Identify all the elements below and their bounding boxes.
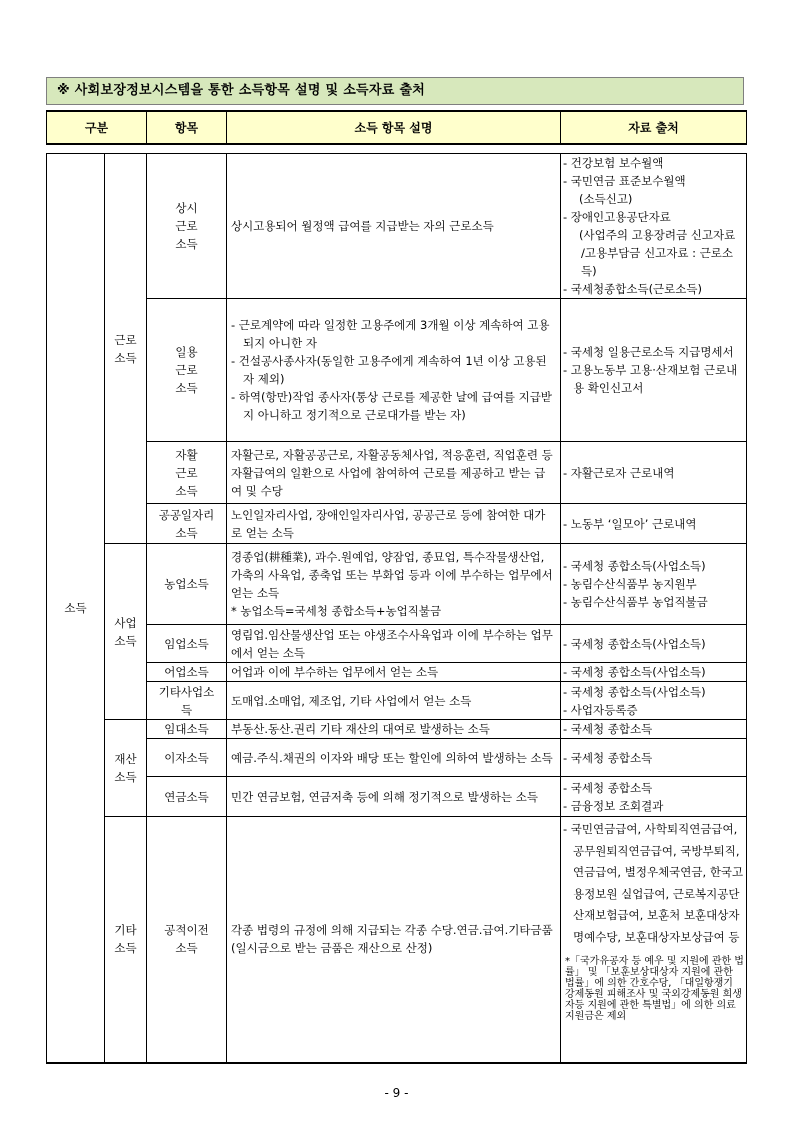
- item-forest: 임업소득: [147, 625, 227, 663]
- category-property: 재산 소득: [105, 720, 147, 817]
- desc-public-transfer: 각종 법령의 규정에 의해 지급되는 각종 수당.연금.급여.기타금품(일시금으로 받는 금품은 재산으로 산정): [227, 817, 561, 1063]
- source-fish: - 국세청 종합소득(사업소득): [561, 663, 747, 682]
- table-row: [47, 682, 747, 720]
- source-forest: - 국세청 종합소득(사업소득): [561, 625, 747, 663]
- item-fish: 어업소득: [147, 663, 227, 682]
- table-row: [47, 817, 747, 1063]
- desc-regular: 상시고용되어 월정액 급여를 지급받는 자의 근로소득: [227, 154, 561, 299]
- table-row: [47, 154, 747, 299]
- category-income: 소득: [47, 154, 105, 1063]
- item-rent: 임대소득: [147, 720, 227, 739]
- header-desc: 소득 항목 설명: [227, 111, 561, 144]
- table-row: [47, 777, 747, 817]
- desc-fish: 어업과 이에 부수하는 업무에서 얻는 소득: [227, 663, 561, 682]
- category-business: 사업 소득: [105, 544, 147, 720]
- desc-interest: 예금.주식.채권의 이자와 배당 또는 할인에 의하여 발생하는 소득: [227, 739, 561, 777]
- source-regular: - 건강보험 보수월액 - 국민연금 표준보수월액 (소득신고) - 장애인고용공단자료 (사업주의 고용장려금 신고자료 /고용부담금 신고자료 : 근로소득) - 국세청종합소득(근로소득): [561, 154, 747, 299]
- item-pension: 연금소득: [147, 777, 227, 817]
- source-daily: - 국세청 일용근로소득 지급명세서 - 고용노동부 고용·산재보험 근로내용 확인신고서: [561, 299, 747, 442]
- table-row: [47, 442, 747, 504]
- desc-farm: 경종업(耕種業), 과수.원예업, 양잠업, 종묘업, 특수작물생산업, 가축의 사육업, 종축업 또는 부화업 등과 이에 부수하는 업무에서 얻는 소득 * 농업소득=국세청 종합소득+농업직불금: [227, 544, 561, 625]
- item-interest: 이자소득: [147, 739, 227, 777]
- source-public-jobs: - 노동부 ‘일모아’ 근로내역: [561, 504, 747, 544]
- desc-daily: - 근로계약에 따라 일정한 고용주에게 3개월 이상 계속하여 고용되지 아니한 자 - 건설공사종사자(동일한 고용주에게 계속하여 1년 이상 고용된 자 제외) - 하역(항만)작업 종사자(통상 근로를 제공한 날에 급여를 지급받지 아니하고 정기적으로 근로대가를 받는 자): [227, 299, 561, 442]
- desc-forest: 영림업.임산물생산업 또는 야생조수사육업과 이에 부수하는 업무에서 얻는 소득: [227, 625, 561, 663]
- item-public-transfer: 공적이전 소득: [147, 817, 227, 1063]
- table-row: [47, 739, 747, 777]
- table-row: [47, 720, 747, 739]
- income-table: [46, 153, 747, 1064]
- source-other-business: - 국세청 종합소득(사업소득) - 사업자등록증: [561, 682, 747, 720]
- item-selfsupport: 자활 근로 소득: [147, 442, 227, 504]
- table-row: [47, 504, 747, 544]
- source-interest: - 국세청 종합소득: [561, 739, 747, 777]
- desc-public-jobs: 노인일자리사업, 장애인일자리사업, 공공근로 등에 참여한 대가로 얻는 소득: [227, 504, 561, 544]
- category-earned: 근로 소득: [105, 154, 147, 544]
- table-header: [46, 110, 747, 145]
- table-row: [47, 299, 747, 442]
- item-regular: 상시 근로 소득: [147, 154, 227, 299]
- desc-pension: 민간 연금보험, 연금저축 등에 의해 정기적으로 발생하는 소득: [227, 777, 561, 817]
- header-category: 구분: [47, 111, 147, 144]
- table-row: [47, 544, 747, 625]
- table-row: [47, 663, 747, 682]
- header-item: 항목: [147, 111, 227, 144]
- section-title: ※ 사회보장정보시스템을 통한 소득항목 설명 및 소득자료 출처: [46, 77, 744, 105]
- item-other-business: 기타사업소 득: [147, 682, 227, 720]
- source-farm: - 국세청 종합소득(사업소득) - 농림수산식품부 농지원부 - 농림수산식품부 농업직불금: [561, 544, 747, 625]
- source-pension: - 국세청 종합소득 - 금융정보 조회결과: [561, 777, 747, 817]
- category-transfer: 기타 소득: [105, 817, 147, 1063]
- source-note: *「국가유공자 등 예우 및 지원에 관한 법률」 및 「보훈보상대상자 지원에 관한 법률」에 의한 간호수당, 「대일항쟁기 강제동원 피해조사 및 국외강제동원 희생자등 지원에 관한 특별법」에 의한 의료지원금은 제외: [565, 956, 744, 1022]
- page-number: - 9 -: [384, 1086, 409, 1100]
- item-public-jobs: 공공일자리 소득: [147, 504, 227, 544]
- source-rent: - 국세청 종합소득: [561, 720, 747, 739]
- table-row: [47, 625, 747, 663]
- source-public-transfer: - 국민연금급여, 사학퇴직연금급여, 공무원퇴직연금급여, 국방부퇴직, 연금급여, 별정우체국연금, 한국고용정보원 실업급여, 근로복지공단 산재보험급여, 보훈처 보훈대상자명예수당, 보훈대상자보상급여 등 *「국가유공자 등 예우 및 지원에 관한 법률」 및 「보훈보상대상자 지원에 관한 법률」에 의한 간호수당, 「대일항쟁기 강제동원 피해조사 및 국외강제동원 희생자등 지원에 관한 특별법」에 의한 의료지원금은 제외: [561, 817, 747, 1063]
- item-farm: 농업소득: [147, 544, 227, 625]
- desc-other-business: 도매업.소매업, 제조업, 기타 사업에서 얻는 소득: [227, 682, 561, 720]
- desc-rent: 부동산.동산.권리 기타 재산의 대여로 발생하는 소득: [227, 720, 561, 739]
- item-daily: 일용 근로 소득: [147, 299, 227, 442]
- desc-selfsupport: 자활근로, 자활공공근로, 자활공동체사업, 적응훈련, 직업훈련 등 자활급여의 일환으로 사업에 참여하여 근로를 제공하고 받는 급여 및 수당: [227, 442, 561, 504]
- source-selfsupport: - 자활근로자 근로내역: [561, 442, 747, 504]
- header-source: 자료 출처: [561, 111, 747, 144]
